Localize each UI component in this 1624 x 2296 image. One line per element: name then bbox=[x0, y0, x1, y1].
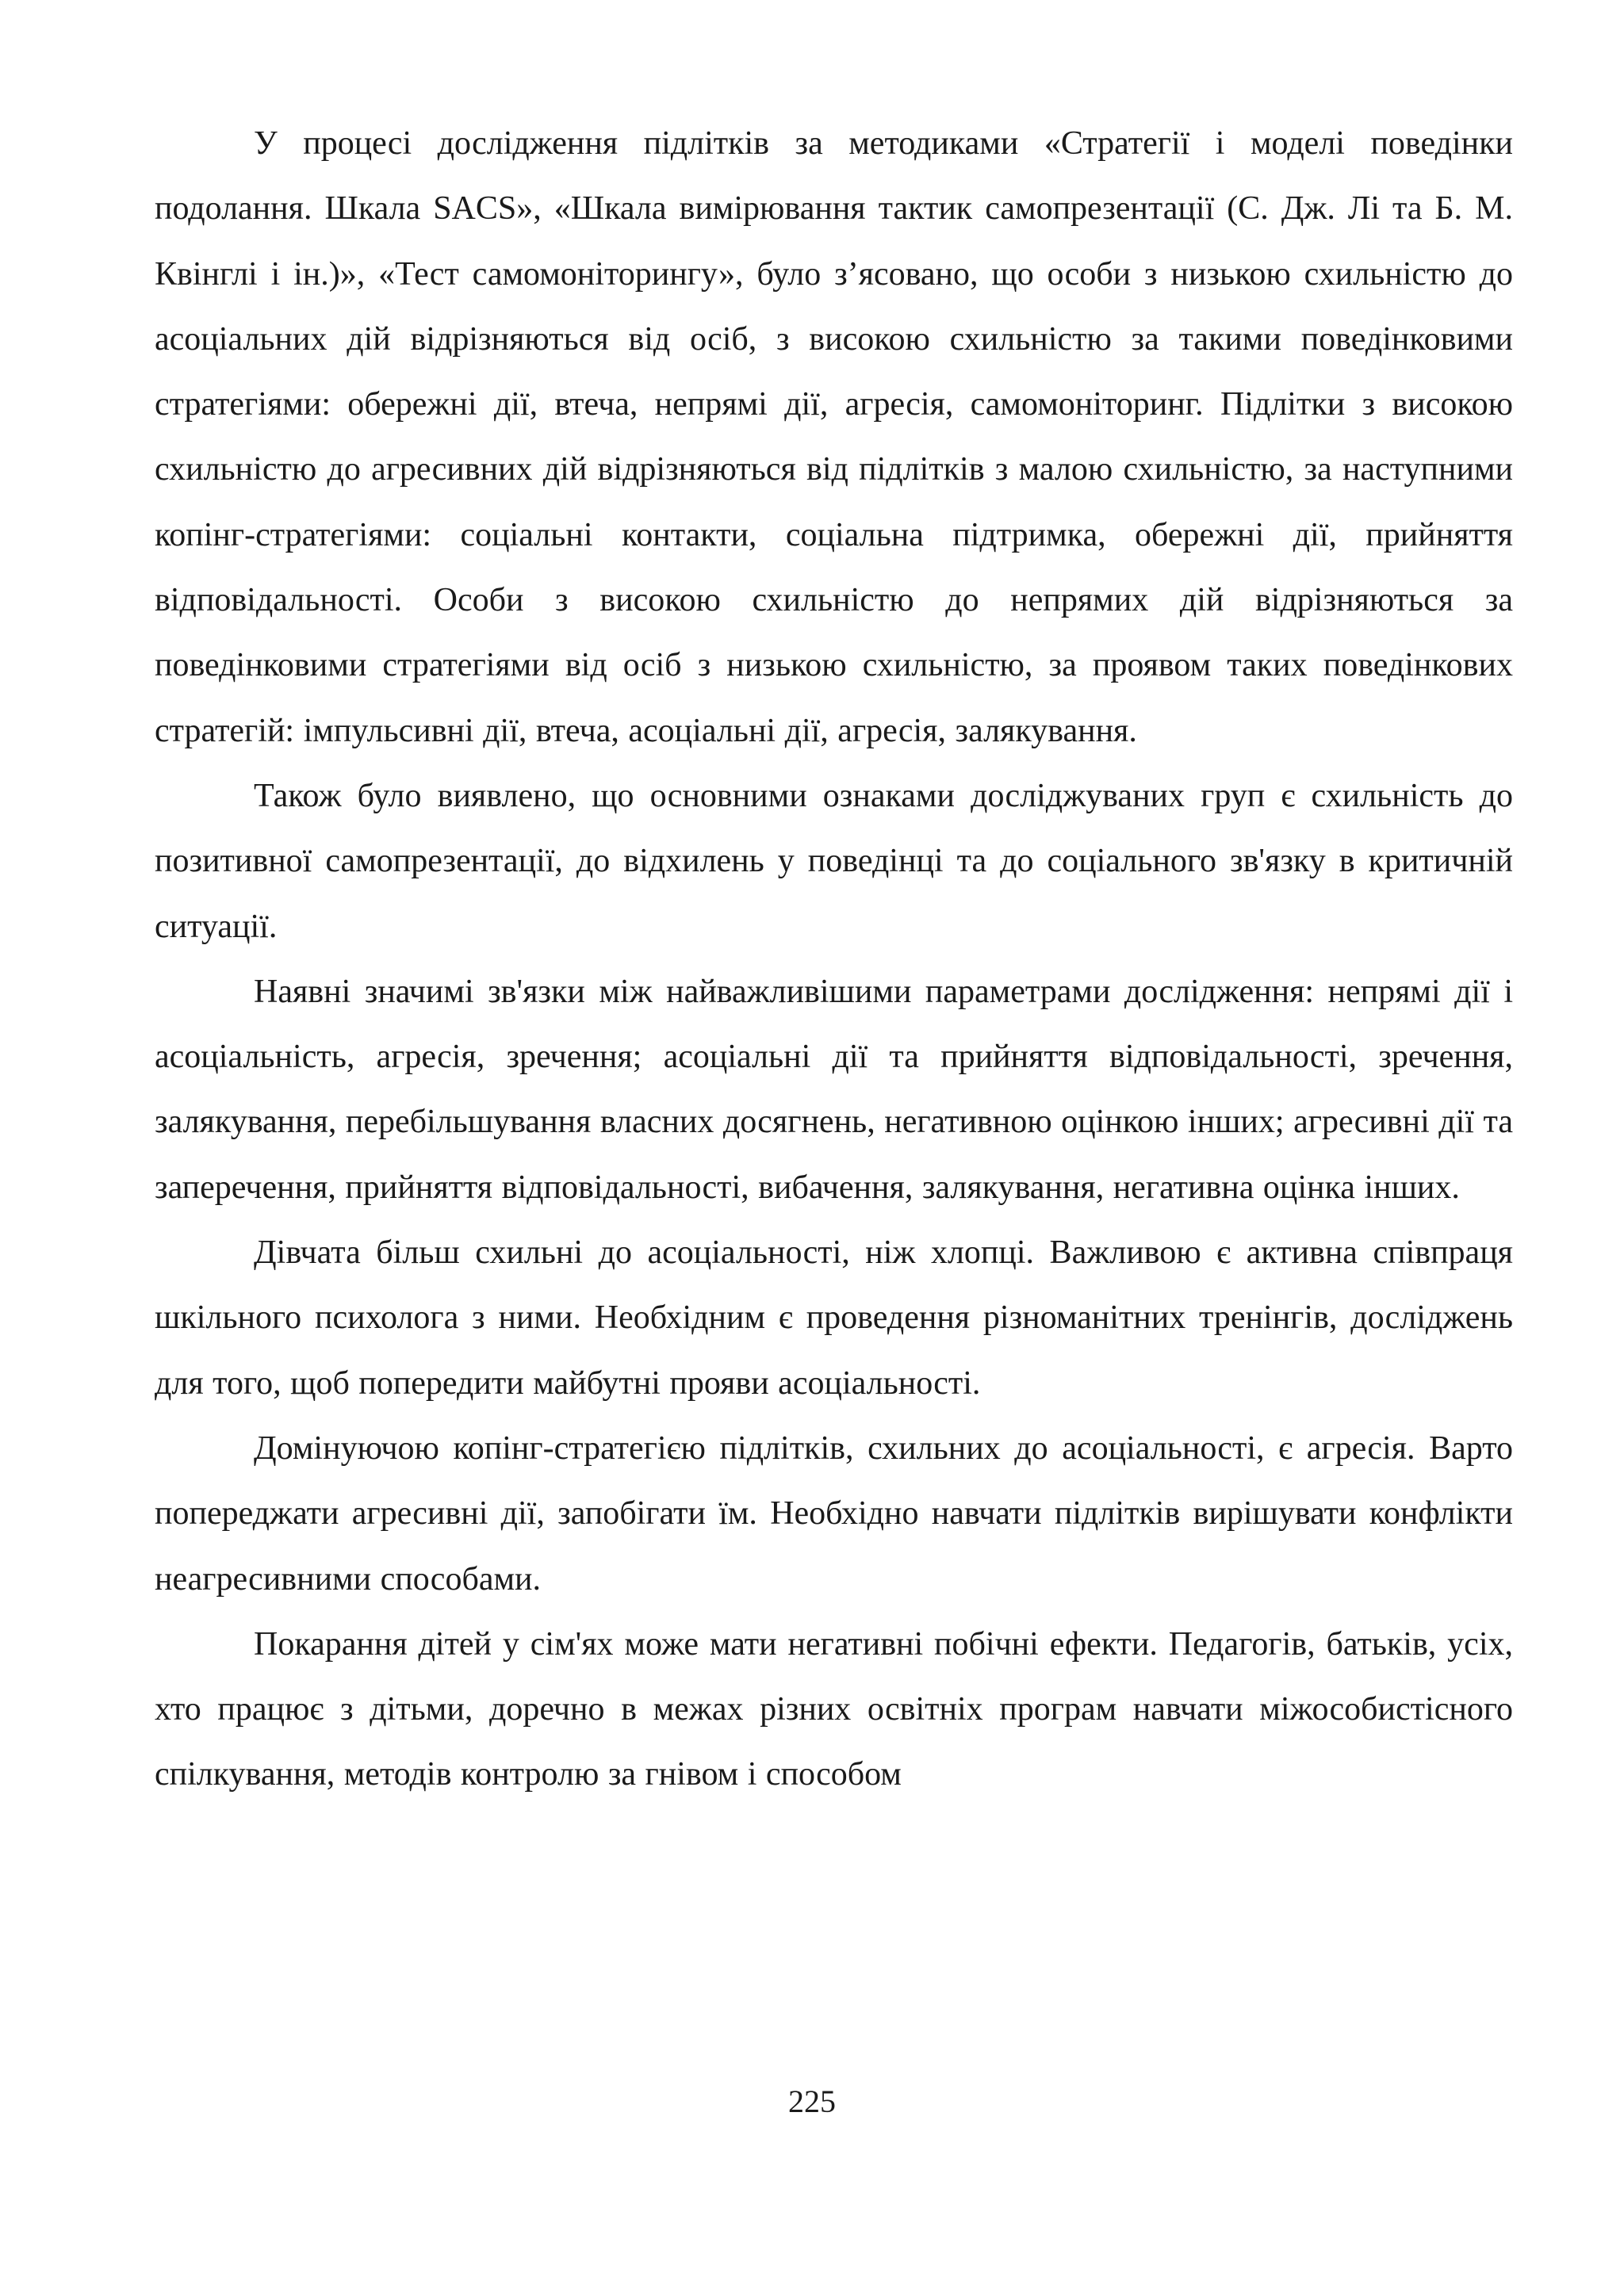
paragraph-5: Домінуючою копінг-стратегією підлітків, схильних до асоціальності, є агресія. Варто попереджати агресивні дії, запобігати їм. Необхідно навчати підлітків вирішувати конфлікти неагресивними способами. bbox=[155, 1429, 1513, 1598]
paragraph-1: У процесі дослідження підлітків за методиками «Стратегії і моделі поведінки подолання. Шкала SACS», «Шкала вимірювання тактик самопрезентації (С. Дж. Лі та Б. М. Квінглі і ін.)», «Тест самомоніторингу», було з’ясовано, що особи з низькою схильністю до асоціальних дій відрізняються від осіб, з високою схильністю за такими поведінковими стратегіями: обережні дії, втеча, непрямі дії, агресія, самомоніторинг. Підлітки з високою схильністю до агресивних дій відрізняються від підлітків з малою схильністю, за наступними копінг-стратегіями: соціальні контакти, соціальна підтримка, обережні дії, прийняття відповідальності. Особи з високою схильністю до непрямих дій відрізняються за поведінковими стратегіями від осіб з низькою схильністю, за проявом таких поведінкових стратегій: імпульсивні дії, втеча, асоціальні дії, агресія, залякування. bbox=[155, 125, 1513, 749]
paragraph-4: Дівчата більш схильні до асоціальності, ніж хлопці. Важливою є активна співпраця шкільного психолога з ними. Необхідним є проведення різноманітних тренінгів, досліджень для того, щоб попередити майбутні прояви асоціальності. bbox=[155, 1234, 1513, 1402]
paragraph-3: Наявні значимі зв'язки між найважливішими параметрами дослідження: непрямі дії і асоціальність, агресія, зречення; асоціальні дії та прийняття відповідальності, зречення, залякування, перебільшування власних досягнень, негативною оцінкою інших; агресивні дії та заперечення, прийняття відповідальності, вибачення, залякування, негативна оцінка інших. bbox=[155, 973, 1513, 1206]
page-number: 225 bbox=[788, 2084, 836, 2119]
document-body bbox=[155, 111, 1513, 1808]
paragraph-6: Покарання дітей у сім'ях може мати негативні побічні ефекти. Педагогів, батьків, усіх, хто працює з дітьми, доречно в межах різних освітніх програм навчати міжособистісного спілкування, методів контролю за гнівом і способом bbox=[155, 1625, 1513, 1793]
paragraph-2: Також було виявлено, що основними ознаками досліджуваних груп є схильність до позитивної самопрезентації, до відхилень у поведінці та до соціального зв'язку в критичній ситуації. bbox=[155, 777, 1513, 945]
